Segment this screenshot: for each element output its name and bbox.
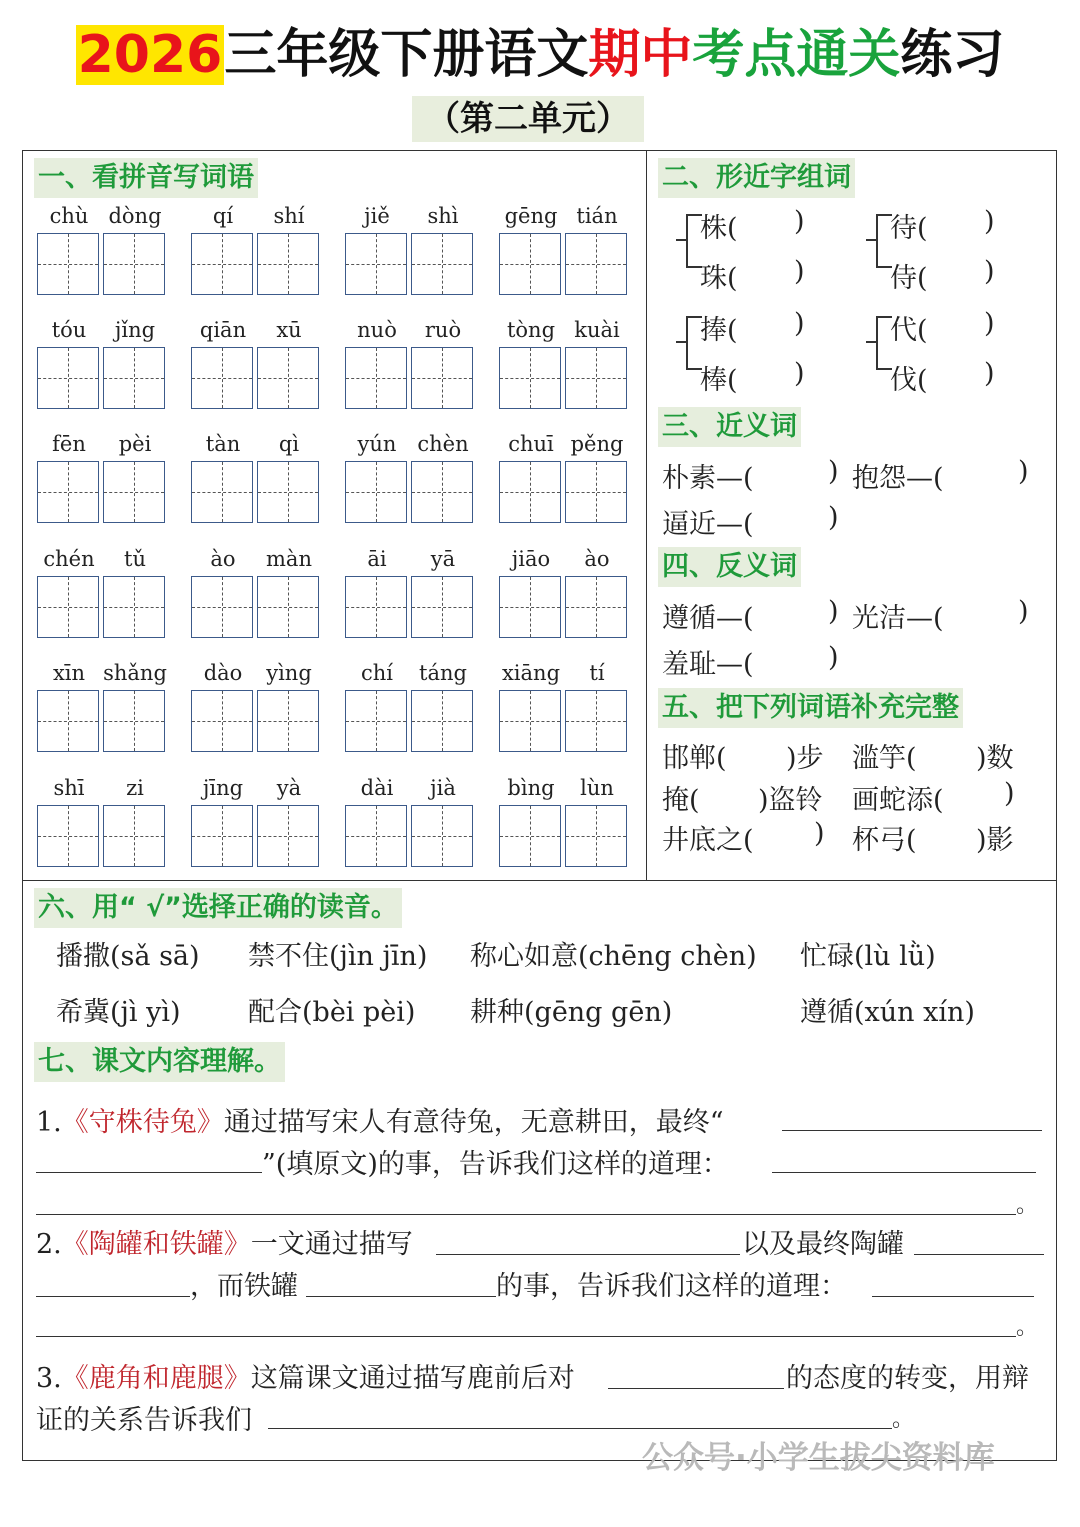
q2-blank-3[interactable] [36, 1296, 190, 1297]
idiom-2-start: 滥竽( [852, 743, 917, 774]
pronunciation-item [248, 934, 427, 973]
writing-box[interactable] [499, 690, 561, 752]
writing-box[interactable] [191, 805, 253, 867]
q2-text-a: 一文通过描写 [250, 1229, 413, 1260]
pinyin-label: tàn [205, 432, 241, 456]
pinyin-label: lùn [580, 776, 614, 800]
close-paren: ) [984, 358, 995, 389]
title-year: 2026 [77, 25, 223, 85]
pinyin-label: jiě [364, 204, 390, 228]
q2-text-b: 以及最终陶罐 [742, 1229, 904, 1260]
pinyin-label: kuài [574, 318, 620, 342]
writing-box[interactable] [411, 233, 473, 295]
writing-box[interactable] [37, 805, 99, 867]
pinyin-label: nuò [357, 318, 397, 342]
pronunciation-item [470, 990, 672, 1029]
idiom-5-start: 井底之( [662, 825, 754, 856]
antonym-close: ) [1018, 596, 1029, 627]
pinyin-label: táng [419, 661, 467, 685]
writing-box[interactable] [565, 461, 627, 523]
pinyin-label: gēng [504, 204, 558, 228]
idiom-1-end: )步 [786, 743, 824, 774]
q1-blank-2[interactable] [36, 1172, 262, 1173]
writing-box[interactable] [411, 805, 473, 867]
writing-box[interactable] [499, 576, 561, 638]
idiom-1-start: 邯郸( [662, 743, 727, 774]
pinyin-label: jǐng [114, 318, 156, 342]
q2-blank-2[interactable] [914, 1254, 1044, 1255]
synonym-item-3: 逼近—( [662, 509, 754, 540]
synonym-item-1 [662, 456, 754, 495]
reading-options[interactable]: (lù lǜ) [854, 941, 936, 972]
brace-tick [866, 341, 876, 343]
word: 遵循 [800, 997, 854, 1028]
writing-box[interactable] [565, 347, 627, 409]
pinyin-label: chù [49, 204, 89, 228]
word: 禁不住 [248, 941, 329, 972]
writing-box[interactable] [103, 576, 165, 638]
close-paren: ) [794, 358, 805, 389]
reading-options[interactable]: (xún xín) [854, 997, 975, 1028]
writing-box[interactable] [257, 233, 319, 295]
pronunciation-item [248, 990, 415, 1029]
writing-box[interactable] [103, 461, 165, 523]
reading-options[interactable]: (chēng chèn) [578, 941, 757, 972]
writing-box[interactable] [257, 690, 319, 752]
similar-char: 待( [890, 213, 928, 244]
word: 称心如意 [470, 941, 578, 972]
idiom-6-end: )影 [976, 825, 1014, 856]
title-part3: 考点通关 [692, 25, 901, 85]
pinyin-label: dòng [108, 204, 162, 228]
pinyin-label: jiāo [511, 547, 551, 571]
reading-options[interactable]: (jìn jīn) [329, 941, 428, 972]
writing-box[interactable] [257, 347, 319, 409]
similar-char: 代( [890, 315, 928, 346]
writing-box[interactable] [37, 347, 99, 409]
pinyin-label: chuī [508, 432, 554, 456]
pinyin-label: shì [427, 204, 459, 228]
pinyin-label: qì [278, 432, 300, 456]
writing-box[interactable] [345, 347, 407, 409]
section-7-heading: 七、课文内容理解。 [34, 1042, 285, 1082]
antonym-item-2: 光洁—( [852, 603, 944, 634]
pinyin-label: chén [43, 547, 95, 571]
q3-text-c: 证的关系告诉我们 [36, 1405, 252, 1436]
q1-text-a: 通过描写宋人有意待兔，无意耕田，最终“ [223, 1107, 724, 1138]
idiom-3-start: 掩( [662, 785, 700, 816]
pinyin-label: āi [367, 547, 387, 571]
pinyin-label: zi [126, 776, 144, 800]
pinyin-label: jīng [202, 776, 244, 800]
pinyin-label: shǎng [103, 661, 167, 685]
writing-box[interactable] [345, 233, 407, 295]
brace-tick [676, 341, 686, 343]
idiom-2-end: )数 [976, 743, 1014, 774]
writing-box[interactable] [411, 461, 473, 523]
pinyin-label: tí [589, 661, 605, 685]
q2-blank-6[interactable] [36, 1336, 1016, 1337]
similar-char: 株( [700, 213, 738, 244]
pinyin-label: ào [584, 547, 610, 571]
section-4-heading: 四、反义词 [658, 547, 801, 587]
close-paren: ) [794, 308, 805, 339]
q2-end: 。 [1016, 1315, 1039, 1340]
writing-box[interactable] [565, 233, 627, 295]
pinyin-label: yà [276, 776, 302, 800]
close-paren: ) [794, 256, 805, 287]
writing-box[interactable] [103, 347, 165, 409]
writing-box[interactable] [565, 805, 627, 867]
question-2-line1 [36, 1222, 413, 1261]
idiom-3-end: )盗铃 [758, 785, 823, 816]
q2-blank-5[interactable] [872, 1296, 1034, 1297]
pinyin-label: yún [357, 432, 397, 456]
close-paren: ) [984, 206, 995, 237]
q1-end: 。 [1016, 1193, 1039, 1218]
writing-box[interactable] [411, 576, 473, 638]
idiom-4-end: ) [1004, 778, 1015, 809]
writing-box[interactable] [257, 576, 319, 638]
pinyin-label: xīn [52, 661, 86, 685]
q3-blank-1[interactable] [608, 1388, 784, 1389]
pinyin-label: chí [360, 661, 393, 685]
pinyin-label: chèn [417, 432, 469, 456]
pronunciation-item [56, 990, 181, 1029]
q2-text-d: 的事，告诉我们这样的道理： [496, 1271, 847, 1302]
reading-options[interactable]: (sǎ sā) [110, 941, 200, 972]
writing-box[interactable] [499, 233, 561, 295]
writing-box[interactable] [345, 805, 407, 867]
pronunciation-item [56, 934, 200, 973]
writing-box[interactable] [103, 233, 165, 295]
antonym-item-3: 羞耻—( [662, 649, 754, 680]
writing-box[interactable] [191, 233, 253, 295]
antonym-close: ) [828, 642, 839, 673]
pinyin-label: qiān [199, 318, 247, 342]
brace-tick [866, 239, 876, 241]
pinyin-label: tián [576, 204, 618, 228]
writing-box[interactable] [37, 576, 99, 638]
writing-box[interactable] [103, 805, 165, 867]
q3-text-a: 这篇课文通过描写鹿前后对 [250, 1363, 575, 1394]
q1-text-b: ”(填原文)的事，告诉我们这样的道理： [262, 1149, 729, 1180]
pronunciation-item [800, 934, 936, 973]
pinyin-label: fēn [52, 432, 86, 456]
section-5-heading: 五、把下列词语补充完整 [658, 688, 963, 728]
section-1-heading: 一、看拼音写词语 [34, 158, 258, 198]
section-divider [22, 880, 1057, 881]
writing-box[interactable] [191, 576, 253, 638]
pinyin-label: pèi [118, 432, 152, 456]
writing-box[interactable] [191, 347, 253, 409]
writing-box[interactable] [37, 461, 99, 523]
pronunciation-item [470, 934, 757, 973]
q1-book-title: 《守株待兔》 [61, 1107, 224, 1138]
writing-box[interactable] [565, 576, 627, 638]
section-2-heading: 二、形近字组词 [658, 158, 855, 198]
idiom-4-start: 画蛇添( [852, 785, 944, 816]
antonym-close: ) [828, 596, 839, 627]
close-paren: ) [984, 308, 995, 339]
writing-box[interactable] [37, 233, 99, 295]
pinyin-label: dào [203, 661, 243, 685]
writing-box[interactable] [345, 576, 407, 638]
pinyin-label: tǔ [124, 547, 146, 571]
word: 耕种 [470, 997, 524, 1028]
writing-box[interactable] [411, 690, 473, 752]
page-title [0, 20, 1080, 90]
word: 忙碌 [800, 941, 854, 972]
q1-blank-3[interactable] [772, 1172, 1036, 1173]
idiom-6-start: 杯弓( [852, 825, 917, 856]
synonym-close: ) [828, 456, 839, 487]
section-3-heading: 三、近义词 [658, 407, 801, 447]
q1-blank-4[interactable] [36, 1214, 1016, 1215]
close-paren: ) [984, 256, 995, 287]
question-1-line1 [36, 1100, 724, 1139]
brace-tick [676, 239, 686, 241]
column-divider [646, 150, 647, 880]
q2-text-c: ，而铁罐 [190, 1271, 298, 1302]
word: 播撒 [56, 941, 110, 972]
q3-book-title: 《鹿角和鹿腿》 [61, 1363, 251, 1394]
writing-box[interactable] [565, 690, 627, 752]
writing-box[interactable] [191, 690, 253, 752]
similar-char: 侍( [890, 263, 928, 294]
close-paren: ) [794, 206, 805, 237]
title-part2: 期中 [588, 25, 693, 85]
q2-blank-1[interactable] [436, 1254, 740, 1255]
pinyin-label: qí [212, 204, 234, 228]
pinyin-label: xū [276, 318, 302, 342]
writing-box[interactable] [499, 347, 561, 409]
antonym-item-1: 遵循—( [662, 603, 754, 634]
q3-number: 3. [36, 1363, 62, 1394]
title-part1: 三年级下册语文 [224, 25, 589, 85]
reading-options[interactable]: (bèi pèi) [302, 997, 416, 1028]
reading-options[interactable]: (jì yì) [110, 997, 181, 1028]
similar-char: 捧( [700, 315, 738, 346]
writing-box[interactable] [103, 690, 165, 752]
pinyin-label: xiāng [501, 661, 561, 685]
idiom-5-end: ) [814, 818, 825, 849]
pinyin-label: bìng [507, 776, 555, 800]
q1-blank-1[interactable] [782, 1130, 1042, 1131]
pinyin-label: ruò [424, 318, 462, 342]
pronunciation-item [800, 990, 975, 1029]
synonym-item-2: 抱怨—( [852, 463, 944, 494]
writing-box[interactable] [411, 347, 473, 409]
synonym-close: ) [828, 502, 839, 533]
pinyin-label: shí [273, 204, 305, 228]
writing-box[interactable] [191, 461, 253, 523]
section-6-heading: 六、用“ √”选择正确的读音。 [34, 888, 402, 928]
subtitle: （第二单元） [412, 96, 644, 142]
q2-blank-4[interactable] [306, 1296, 496, 1297]
writing-box[interactable] [257, 461, 319, 523]
writing-box[interactable] [499, 805, 561, 867]
q3-blank-2[interactable] [268, 1428, 892, 1429]
similar-char: 棒( [700, 365, 738, 396]
title-part4: 练习 [900, 25, 1005, 85]
synonym-close: ) [1018, 456, 1029, 487]
pinyin-label: ào [210, 547, 236, 571]
q2-number: 2. [36, 1229, 62, 1260]
pinyin-label: jià [430, 776, 456, 800]
pinyin-label: pěng [570, 432, 624, 456]
pinyin-label: yā [430, 547, 456, 571]
similar-char: 伐( [890, 365, 928, 396]
similar-char: 珠( [700, 263, 738, 294]
pinyin-label: dài [360, 776, 394, 800]
pinyin-label: shī [53, 776, 85, 800]
pinyin-label: tòng [506, 318, 556, 342]
q3-end: 。 [892, 1407, 915, 1432]
writing-box[interactable] [345, 690, 407, 752]
q2-book-title: 《陶罐和铁罐》 [61, 1229, 251, 1260]
pinyin-label: màn [266, 547, 312, 571]
pinyin-label: yìng [266, 661, 312, 685]
word: 希冀 [56, 997, 110, 1028]
word: 配合 [248, 997, 302, 1028]
writing-box[interactable] [37, 690, 99, 752]
watermark: 公众号·小学生拔尖资料库 [642, 1440, 995, 1476]
reading-options[interactable]: (gēng gēn) [524, 997, 673, 1028]
question-3-line1 [36, 1356, 575, 1395]
q3-text-b: 的态度的转变，用辩 [786, 1363, 1029, 1394]
writing-box[interactable] [257, 805, 319, 867]
q1-number: 1. [36, 1107, 62, 1138]
pinyin-label: tóu [51, 318, 87, 342]
writing-box[interactable] [499, 461, 561, 523]
synonym-label: 朴素—( [662, 463, 754, 494]
writing-box[interactable] [345, 461, 407, 523]
